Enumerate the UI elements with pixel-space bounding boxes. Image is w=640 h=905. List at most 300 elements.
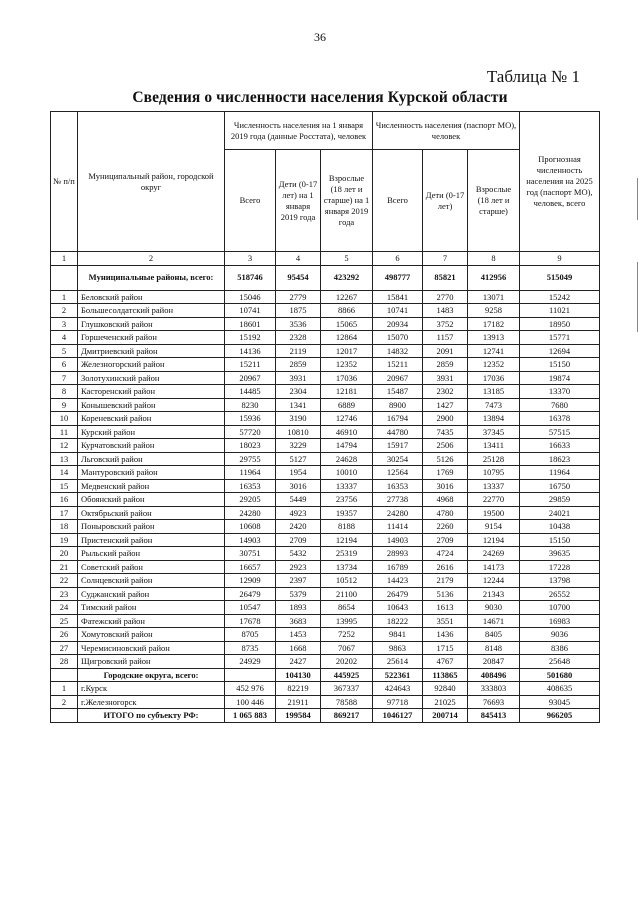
column-number: 8 bbox=[468, 252, 520, 266]
value-cell: 2420 bbox=[276, 520, 321, 534]
value-cell: 24628 bbox=[321, 452, 373, 466]
value-cell: 966205 bbox=[520, 709, 600, 723]
row-number bbox=[51, 265, 78, 290]
summary-row bbox=[51, 668, 600, 682]
row-name: Мантуровский район bbox=[78, 466, 225, 480]
table-row bbox=[51, 655, 600, 669]
value-cell: 845413 bbox=[468, 709, 520, 723]
value-cell: 12694 bbox=[520, 344, 600, 358]
table-row bbox=[51, 304, 600, 318]
header-total-mo: Всего bbox=[373, 150, 423, 252]
row-number: 11 bbox=[51, 425, 78, 439]
value-cell: 19874 bbox=[520, 371, 600, 385]
value-cell: 2779 bbox=[276, 290, 321, 304]
row-name: Поныровский район bbox=[78, 520, 225, 534]
value-cell: 5432 bbox=[276, 547, 321, 561]
row-name: Горшеченский район bbox=[78, 331, 225, 345]
value-cell: 7252 bbox=[321, 628, 373, 642]
value-cell: 5136 bbox=[423, 587, 468, 601]
row-number: 25 bbox=[51, 614, 78, 628]
value-cell: 14173 bbox=[468, 560, 520, 574]
value-cell: 12909 bbox=[225, 574, 276, 588]
value-cell: 17228 bbox=[520, 560, 600, 574]
value-cell: 18950 bbox=[520, 317, 600, 331]
value-cell: 15936 bbox=[225, 412, 276, 426]
value-cell: 2091 bbox=[423, 344, 468, 358]
value-cell: 10608 bbox=[225, 520, 276, 534]
value-cell: 12017 bbox=[321, 344, 373, 358]
value-cell: 29205 bbox=[225, 493, 276, 507]
table-row bbox=[51, 614, 600, 628]
value-cell: 15046 bbox=[225, 290, 276, 304]
value-cell: 8900 bbox=[373, 398, 423, 412]
value-cell: 8654 bbox=[321, 601, 373, 615]
row-number bbox=[51, 668, 78, 682]
row-name: Курчатовский район bbox=[78, 439, 225, 453]
value-cell: 24280 bbox=[373, 506, 423, 520]
summary-row bbox=[51, 709, 600, 723]
value-cell: 17182 bbox=[468, 317, 520, 331]
value-cell: 522361 bbox=[373, 668, 423, 682]
row-number: 4 bbox=[51, 331, 78, 345]
scan-mark bbox=[637, 178, 638, 220]
value-cell: 30254 bbox=[373, 452, 423, 466]
row-name: Конышевский район bbox=[78, 398, 225, 412]
page-number: 36 bbox=[314, 30, 326, 44]
value-cell: 8705 bbox=[225, 628, 276, 642]
header-adults-2019: Взрослые (18 лет и старше) на 1 января 2019 года bbox=[321, 150, 373, 252]
value-cell: 12741 bbox=[468, 344, 520, 358]
value-cell: 20202 bbox=[321, 655, 373, 669]
value-cell: 5127 bbox=[276, 452, 321, 466]
row-number: 2 bbox=[51, 695, 78, 709]
value-cell: 92840 bbox=[423, 682, 468, 696]
value-cell: 8188 bbox=[321, 520, 373, 534]
value-cell: 1893 bbox=[276, 601, 321, 615]
value-cell: 26479 bbox=[373, 587, 423, 601]
value-cell: 24269 bbox=[468, 547, 520, 561]
value-cell: 10741 bbox=[373, 304, 423, 318]
value-cell: 10795 bbox=[468, 466, 520, 480]
value-cell: 30751 bbox=[225, 547, 276, 561]
value-cell: 13185 bbox=[468, 385, 520, 399]
table-row bbox=[51, 533, 600, 547]
value-cell: 1436 bbox=[423, 628, 468, 642]
row-number: 23 bbox=[51, 587, 78, 601]
table-row bbox=[51, 506, 600, 520]
value-cell: 21343 bbox=[468, 587, 520, 601]
row-number: 24 bbox=[51, 601, 78, 615]
value-cell: 7067 bbox=[321, 641, 373, 655]
scan-mark bbox=[637, 262, 638, 332]
value-cell: 14832 bbox=[373, 344, 423, 358]
value-cell: 37345 bbox=[468, 425, 520, 439]
value-cell: 29859 bbox=[520, 493, 600, 507]
value-cell: 2923 bbox=[276, 560, 321, 574]
value-cell: 408635 bbox=[520, 682, 600, 696]
value-cell: 27738 bbox=[373, 493, 423, 507]
header-children-mo: Дети (0-17 лет) bbox=[423, 150, 468, 252]
value-cell: 869217 bbox=[321, 709, 373, 723]
value-cell: 21025 bbox=[423, 695, 468, 709]
value-cell: 44780 bbox=[373, 425, 423, 439]
value-cell: 1046127 bbox=[373, 709, 423, 723]
value-cell: 15150 bbox=[520, 533, 600, 547]
value-cell: 57720 bbox=[225, 425, 276, 439]
value-cell: 10010 bbox=[321, 466, 373, 480]
value-cell: 13734 bbox=[321, 560, 373, 574]
table-row bbox=[51, 641, 600, 655]
value-cell: 7473 bbox=[468, 398, 520, 412]
value-cell: 10547 bbox=[225, 601, 276, 615]
value-cell: 9036 bbox=[520, 628, 600, 642]
value-cell: 25128 bbox=[468, 452, 520, 466]
header-number: № п/п bbox=[51, 112, 78, 252]
row-name: Городские округа, всего: bbox=[78, 668, 225, 682]
value-cell: 15065 bbox=[321, 317, 373, 331]
row-name: Октябрьский район bbox=[78, 506, 225, 520]
row-number: 14 bbox=[51, 466, 78, 480]
value-cell: 21100 bbox=[321, 587, 373, 601]
value-cell: 4780 bbox=[423, 506, 468, 520]
row-number: 26 bbox=[51, 628, 78, 642]
value-cell: 501680 bbox=[520, 668, 600, 682]
value-cell: 14903 bbox=[225, 533, 276, 547]
row-number bbox=[51, 709, 78, 723]
row-name: Тимский район bbox=[78, 601, 225, 615]
value-cell: 15150 bbox=[520, 358, 600, 372]
value-cell: 8230 bbox=[225, 398, 276, 412]
value-cell: 9154 bbox=[468, 520, 520, 534]
row-number: 5 bbox=[51, 344, 78, 358]
value-cell: 14423 bbox=[373, 574, 423, 588]
row-number: 1 bbox=[51, 682, 78, 696]
row-number: 1 bbox=[51, 290, 78, 304]
value-cell: 15192 bbox=[225, 331, 276, 345]
value-cell bbox=[225, 668, 276, 682]
value-cell: 14136 bbox=[225, 344, 276, 358]
header-forecast: Прогнозная численность населения на 2025 год (паспорт МО), человек, всего bbox=[520, 112, 600, 252]
table-row bbox=[51, 290, 600, 304]
value-cell: 1157 bbox=[423, 331, 468, 345]
table-row bbox=[51, 695, 600, 709]
value-cell: 412956 bbox=[468, 265, 520, 290]
column-number: 9 bbox=[520, 252, 600, 266]
value-cell: 10512 bbox=[321, 574, 373, 588]
value-cell: 367337 bbox=[321, 682, 373, 696]
value-cell: 3551 bbox=[423, 614, 468, 628]
table-header bbox=[51, 112, 600, 252]
value-cell: 10700 bbox=[520, 601, 600, 615]
value-cell: 445925 bbox=[321, 668, 373, 682]
value-cell: 2304 bbox=[276, 385, 321, 399]
value-cell: 452 976 bbox=[225, 682, 276, 696]
value-cell: 2770 bbox=[423, 290, 468, 304]
value-cell: 113865 bbox=[423, 668, 468, 682]
table-row bbox=[51, 628, 600, 642]
value-cell: 95454 bbox=[276, 265, 321, 290]
row-number: 16 bbox=[51, 493, 78, 507]
value-cell: 14671 bbox=[468, 614, 520, 628]
value-cell: 2616 bbox=[423, 560, 468, 574]
header-adults-mo: Взрослые (18 лет и старше) bbox=[468, 150, 520, 252]
value-cell: 2506 bbox=[423, 439, 468, 453]
value-cell: 8148 bbox=[468, 641, 520, 655]
row-name: Муниципальные районы, всего: bbox=[78, 265, 225, 290]
table-row bbox=[51, 466, 600, 480]
value-cell: 1668 bbox=[276, 641, 321, 655]
table-row bbox=[51, 574, 600, 588]
value-cell: 1341 bbox=[276, 398, 321, 412]
value-cell: 12194 bbox=[321, 533, 373, 547]
value-cell: 20847 bbox=[468, 655, 520, 669]
value-cell: 16789 bbox=[373, 560, 423, 574]
value-cell: 4767 bbox=[423, 655, 468, 669]
value-cell: 13798 bbox=[520, 574, 600, 588]
value-cell: 2179 bbox=[423, 574, 468, 588]
value-cell: 76693 bbox=[468, 695, 520, 709]
value-cell: 1954 bbox=[276, 466, 321, 480]
table-row bbox=[51, 371, 600, 385]
row-name: Железногорский район bbox=[78, 358, 225, 372]
value-cell: 17036 bbox=[321, 371, 373, 385]
row-name: Хомутовский район bbox=[78, 628, 225, 642]
value-cell: 1 065 883 bbox=[225, 709, 276, 723]
row-name: г.Курск bbox=[78, 682, 225, 696]
row-name: Пристенский район bbox=[78, 533, 225, 547]
column-number: 6 bbox=[373, 252, 423, 266]
value-cell: 15841 bbox=[373, 290, 423, 304]
row-name: Солнцевский район bbox=[78, 574, 225, 588]
value-cell: 2119 bbox=[276, 344, 321, 358]
row-name: Щигровский район bbox=[78, 655, 225, 669]
value-cell: 20934 bbox=[373, 317, 423, 331]
value-cell: 15242 bbox=[520, 290, 600, 304]
value-cell: 14485 bbox=[225, 385, 276, 399]
value-cell: 13995 bbox=[321, 614, 373, 628]
table-row bbox=[51, 439, 600, 453]
document-title: Сведения о численности населения Курской области bbox=[132, 89, 508, 106]
value-cell: 12244 bbox=[468, 574, 520, 588]
value-cell: 1875 bbox=[276, 304, 321, 318]
value-cell: 25319 bbox=[321, 547, 373, 561]
value-cell: 2900 bbox=[423, 412, 468, 426]
value-cell: 2328 bbox=[276, 331, 321, 345]
value-cell: 9258 bbox=[468, 304, 520, 318]
value-cell: 97718 bbox=[373, 695, 423, 709]
table-row bbox=[51, 682, 600, 696]
table-row bbox=[51, 547, 600, 561]
value-cell: 3931 bbox=[423, 371, 468, 385]
row-number: 18 bbox=[51, 520, 78, 534]
table-row bbox=[51, 331, 600, 345]
header-mo-group: Численность населения (паспорт МО), человек bbox=[373, 112, 520, 150]
row-name: Льговский район bbox=[78, 452, 225, 466]
value-cell: 57515 bbox=[520, 425, 600, 439]
table-label: Таблица № 1 bbox=[486, 67, 580, 86]
value-cell: 2397 bbox=[276, 574, 321, 588]
row-name: ИТОГО по субъекту РФ: bbox=[78, 709, 225, 723]
column-number: 4 bbox=[276, 252, 321, 266]
value-cell: 13337 bbox=[468, 479, 520, 493]
value-cell: 15487 bbox=[373, 385, 423, 399]
value-cell: 4968 bbox=[423, 493, 468, 507]
row-name: Кореневский район bbox=[78, 412, 225, 426]
value-cell: 8866 bbox=[321, 304, 373, 318]
value-cell: 424643 bbox=[373, 682, 423, 696]
value-cell: 100 446 bbox=[225, 695, 276, 709]
value-cell: 11964 bbox=[520, 466, 600, 480]
value-cell: 82219 bbox=[276, 682, 321, 696]
value-cell: 25614 bbox=[373, 655, 423, 669]
value-cell: 8735 bbox=[225, 641, 276, 655]
value-cell: 515049 bbox=[520, 265, 600, 290]
value-cell: 29755 bbox=[225, 452, 276, 466]
value-cell: 14903 bbox=[373, 533, 423, 547]
value-cell: 3931 bbox=[276, 371, 321, 385]
row-name: Беловский район bbox=[78, 290, 225, 304]
column-number: 5 bbox=[321, 252, 373, 266]
value-cell: 2709 bbox=[276, 533, 321, 547]
row-number: 20 bbox=[51, 547, 78, 561]
row-number: 10 bbox=[51, 412, 78, 426]
row-name: Медвенский район bbox=[78, 479, 225, 493]
column-number: 3 bbox=[225, 252, 276, 266]
value-cell: 22770 bbox=[468, 493, 520, 507]
row-name: Дмитриевский район bbox=[78, 344, 225, 358]
value-cell: 16794 bbox=[373, 412, 423, 426]
value-cell: 20967 bbox=[225, 371, 276, 385]
row-number: 12 bbox=[51, 439, 78, 453]
value-cell: 20967 bbox=[373, 371, 423, 385]
value-cell: 1453 bbox=[276, 628, 321, 642]
value-cell: 1715 bbox=[423, 641, 468, 655]
value-cell: 10438 bbox=[520, 520, 600, 534]
value-cell: 28993 bbox=[373, 547, 423, 561]
value-cell: 16983 bbox=[520, 614, 600, 628]
table-row bbox=[51, 520, 600, 534]
value-cell: 199584 bbox=[276, 709, 321, 723]
row-name: Глушковский район bbox=[78, 317, 225, 331]
value-cell: 2709 bbox=[423, 533, 468, 547]
value-cell: 93045 bbox=[520, 695, 600, 709]
value-cell: 46910 bbox=[321, 425, 373, 439]
value-cell: 8405 bbox=[468, 628, 520, 642]
row-number: 27 bbox=[51, 641, 78, 655]
value-cell: 12194 bbox=[468, 533, 520, 547]
column-number: 2 bbox=[78, 252, 225, 266]
value-cell: 3016 bbox=[276, 479, 321, 493]
value-cell: 1427 bbox=[423, 398, 468, 412]
value-cell: 1613 bbox=[423, 601, 468, 615]
row-name: Рыльский район bbox=[78, 547, 225, 561]
row-number: 28 bbox=[51, 655, 78, 669]
table-row bbox=[51, 425, 600, 439]
row-number: 9 bbox=[51, 398, 78, 412]
value-cell: 104130 bbox=[276, 668, 321, 682]
value-cell: 9030 bbox=[468, 601, 520, 615]
value-cell: 12746 bbox=[321, 412, 373, 426]
value-cell: 24929 bbox=[225, 655, 276, 669]
value-cell: 5126 bbox=[423, 452, 468, 466]
value-cell: 11414 bbox=[373, 520, 423, 534]
value-cell: 18222 bbox=[373, 614, 423, 628]
value-cell: 3190 bbox=[276, 412, 321, 426]
value-cell: 13411 bbox=[468, 439, 520, 453]
column-number: 1 bbox=[51, 252, 78, 266]
value-cell: 24280 bbox=[225, 506, 276, 520]
value-cell: 10741 bbox=[225, 304, 276, 318]
table-row bbox=[51, 358, 600, 372]
value-cell: 16657 bbox=[225, 560, 276, 574]
value-cell: 3752 bbox=[423, 317, 468, 331]
value-cell: 200714 bbox=[423, 709, 468, 723]
row-number: 22 bbox=[51, 574, 78, 588]
value-cell: 4724 bbox=[423, 547, 468, 561]
value-cell: 78588 bbox=[321, 695, 373, 709]
value-cell: 2260 bbox=[423, 520, 468, 534]
value-cell: 12267 bbox=[321, 290, 373, 304]
value-cell: 19357 bbox=[321, 506, 373, 520]
row-name: Касторенский район bbox=[78, 385, 225, 399]
value-cell: 518746 bbox=[225, 265, 276, 290]
value-cell: 15211 bbox=[373, 358, 423, 372]
value-cell: 13337 bbox=[321, 479, 373, 493]
row-number: 2 bbox=[51, 304, 78, 318]
value-cell: 3016 bbox=[423, 479, 468, 493]
value-cell: 7680 bbox=[520, 398, 600, 412]
value-cell: 13370 bbox=[520, 385, 600, 399]
value-cell: 85821 bbox=[423, 265, 468, 290]
value-cell: 15211 bbox=[225, 358, 276, 372]
row-name: Суджанский район bbox=[78, 587, 225, 601]
summary-row bbox=[51, 265, 600, 290]
value-cell: 19500 bbox=[468, 506, 520, 520]
value-cell: 408496 bbox=[468, 668, 520, 682]
row-number: 8 bbox=[51, 385, 78, 399]
value-cell: 12181 bbox=[321, 385, 373, 399]
value-cell: 9863 bbox=[373, 641, 423, 655]
row-number: 15 bbox=[51, 479, 78, 493]
value-cell: 2859 bbox=[423, 358, 468, 372]
value-cell: 18601 bbox=[225, 317, 276, 331]
row-number: 19 bbox=[51, 533, 78, 547]
value-cell: 39635 bbox=[520, 547, 600, 561]
header-rosstat-group: Численность населения на 1 января 2019 года (данные Росстата), человек bbox=[225, 112, 373, 150]
column-number-row bbox=[51, 252, 600, 266]
value-cell: 18023 bbox=[225, 439, 276, 453]
value-cell: 8386 bbox=[520, 641, 600, 655]
value-cell: 2427 bbox=[276, 655, 321, 669]
table-row bbox=[51, 344, 600, 358]
value-cell: 12352 bbox=[321, 358, 373, 372]
row-number: 6 bbox=[51, 358, 78, 372]
value-cell: 15917 bbox=[373, 439, 423, 453]
value-cell: 12564 bbox=[373, 466, 423, 480]
column-number: 7 bbox=[423, 252, 468, 266]
value-cell: 11964 bbox=[225, 466, 276, 480]
value-cell: 11021 bbox=[520, 304, 600, 318]
value-cell: 423292 bbox=[321, 265, 373, 290]
value-cell: 12864 bbox=[321, 331, 373, 345]
value-cell: 12352 bbox=[468, 358, 520, 372]
value-cell: 21911 bbox=[276, 695, 321, 709]
value-cell: 15070 bbox=[373, 331, 423, 345]
value-cell: 16353 bbox=[225, 479, 276, 493]
population-table bbox=[50, 111, 600, 723]
table-row bbox=[51, 452, 600, 466]
value-cell: 3229 bbox=[276, 439, 321, 453]
